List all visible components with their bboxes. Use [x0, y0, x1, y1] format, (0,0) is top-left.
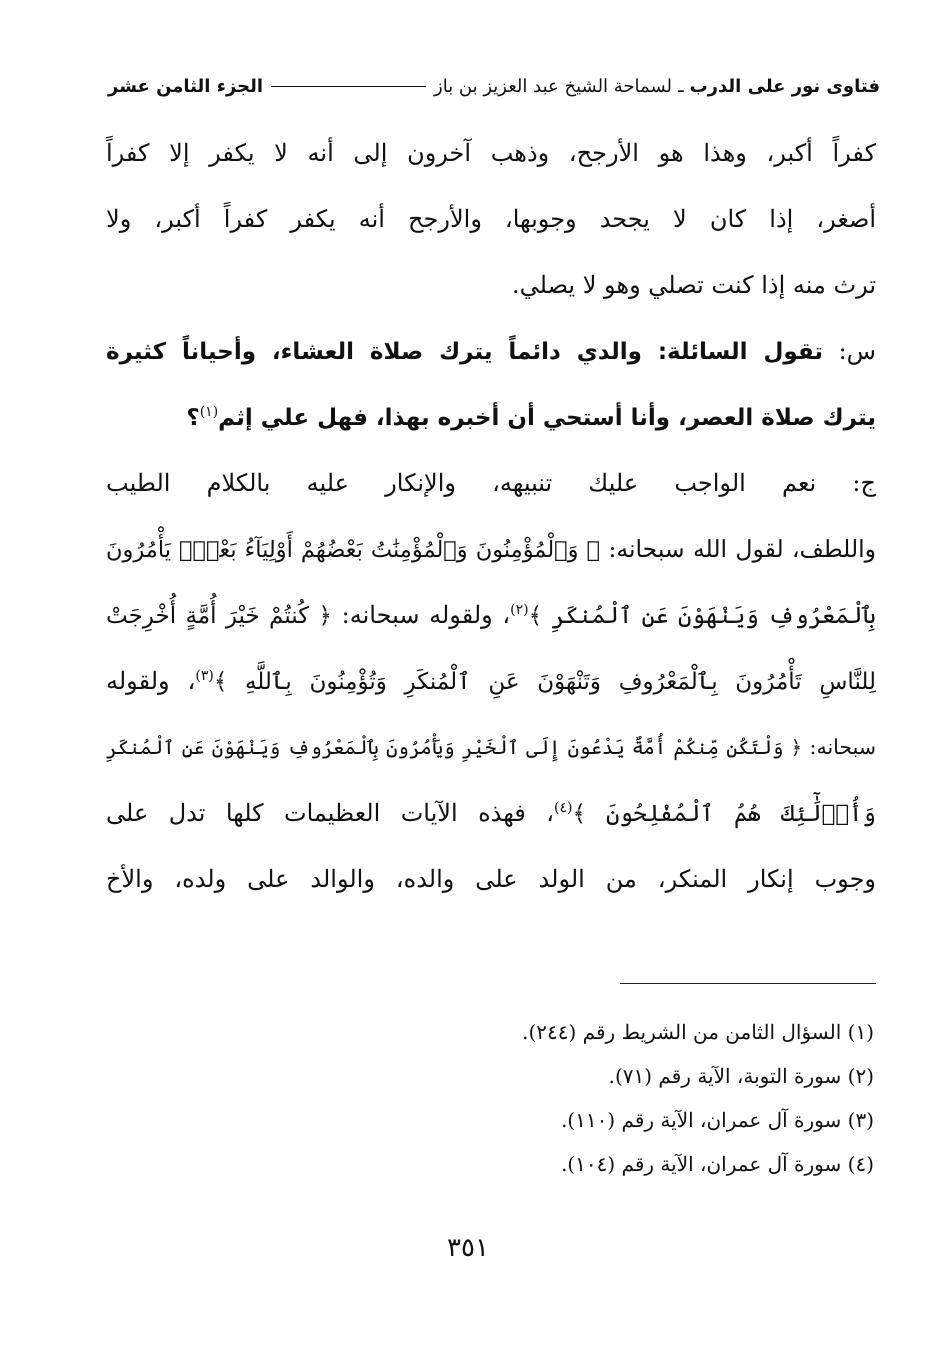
footnote-4: (٤) سورة آل عمران، الآية رقم (١٠٤). — [560, 1152, 874, 1176]
answer-line-1: ج: نعم الواجب عليك تنبيهه، والإنكار عليه بالكلام الطيب — [106, 469, 876, 497]
volume-part: الجزء الثامن عشر — [108, 75, 264, 97]
footnote-3: (٣) سورة آل عمران، الآية رقم (١١٠). — [560, 1108, 874, 1132]
answer-line-5 — [106, 714, 876, 780]
question-prefix: س: — [838, 337, 876, 365]
quran-verse-3: ﴿ وَلْتَكُن مِّنكُمْ أُمَّةٌ يَدْعُونَ إِلَى ٱلْخَيْرِ وَيَأْمُرُونَ بِٱلْمَعْرُوفِ وَيَنْهَوْنَ عَنِ ٱلْمُنكَرِ — [106, 736, 803, 759]
question-mark: ؟ — [186, 405, 200, 431]
answer-text-2: واللطف، لقول الله سبحانه: — [608, 535, 876, 563]
footnote-ref-3: (٣) — [195, 668, 214, 684]
quran-verse-2: ﴿ كُنتُمْ خَيْرَ أُمَّةٍ أُخْرِجَتْ — [106, 603, 332, 629]
header-rule — [271, 86, 426, 87]
answer-line-3 — [106, 582, 876, 648]
footnote-ref-1: (١) — [199, 404, 219, 420]
footnote-2: (٢) سورة التوبة، الآية رقم (٧١). — [608, 1064, 874, 1088]
main-text — [106, 120, 876, 912]
answer-text-5: سبحانه: — [809, 735, 876, 759]
question-text-2: يترك صلاة العصر، وأنا أستحي أن أخبره بهذا، فهل علي إثم — [218, 405, 876, 431]
answer-line-6 — [106, 780, 876, 846]
footnote-1: (١) السؤال الثامن من الشريط رقم (٢٤٤). — [522, 1020, 874, 1044]
question-text-1: تقول السائلة: والدي دائماً يترك صلاة العشاء، وأحياناً كثيرة — [106, 339, 824, 365]
footnote-ref-2: (٢) — [510, 602, 529, 618]
author-name: لسماحة الشيخ عبد العزيز بن باز — [434, 75, 672, 97]
quran-verse-1: ﴿ وَٱلْمُؤْمِنُونَ وَٱلْمُؤْمِنَٰتُ بَعْضُهُمْ أَوْلِيَآءُ بَعْضٍۢ يَأْمُرُونَ — [106, 537, 601, 563]
answer-text-3: ، ولقوله سبحانه: — [341, 601, 511, 629]
text-line-1: كفراً أكبر، وهذا هو الأرجح، وذهب آخرون إلى أنه لا يكفر إلا كفراً — [106, 139, 876, 167]
text-line-2: أصغر، إذا كان لا يجحد وجوبها، والأرجح أنه يكفر كفراً أكبر، ولا — [106, 205, 876, 233]
text-line-3: ترث منه إذا كنت تصلي وهو لا يصلي. — [512, 271, 876, 299]
footnote-ref-4: (٤) — [553, 800, 573, 816]
quran-verse-2-end: لِلنَّاسِ تَأْمُرُونَ بِٱلْمَعْرُوفِ وَتَنْهَوْنَ عَنِ ٱلْمُنكَرِ وَتُؤْمِنُونَ بِٱللَّهِ ﴾ — [213, 669, 876, 695]
quran-verse-3-end: وَأُو۟لَٰٓئِكَ هُمُ ٱلْمُفْلِحُونَ ﴾ — [572, 801, 876, 827]
answer-line-4 — [106, 648, 876, 714]
question-line-2 — [106, 384, 876, 450]
quran-verse-1-end: بِٱلْمَعْرُوفِ وَيَنْهَوْنَ عَنِ ٱلْمُنكَرِ ﴾ — [528, 603, 876, 629]
answer-line-7: وجوب إنكار المنكر، من الولد على والده، والوالد على ولده، والأخ — [106, 865, 876, 893]
book-title: فتاوى نور على الدرب — [689, 75, 880, 97]
footnotes — [300, 1010, 874, 1186]
answer-text-6: ، فهذه الآيات العظيمات كلها تدل على — [106, 799, 554, 827]
question-line-1 — [106, 318, 876, 384]
answer-line-2 — [106, 516, 876, 582]
running-header — [108, 66, 880, 106]
footnote-divider — [620, 983, 876, 984]
page-number: ٣٥١ — [447, 1233, 489, 1263]
header-separator: ـ — [678, 75, 684, 97]
answer-text-4: ، ولقوله — [106, 667, 196, 695]
